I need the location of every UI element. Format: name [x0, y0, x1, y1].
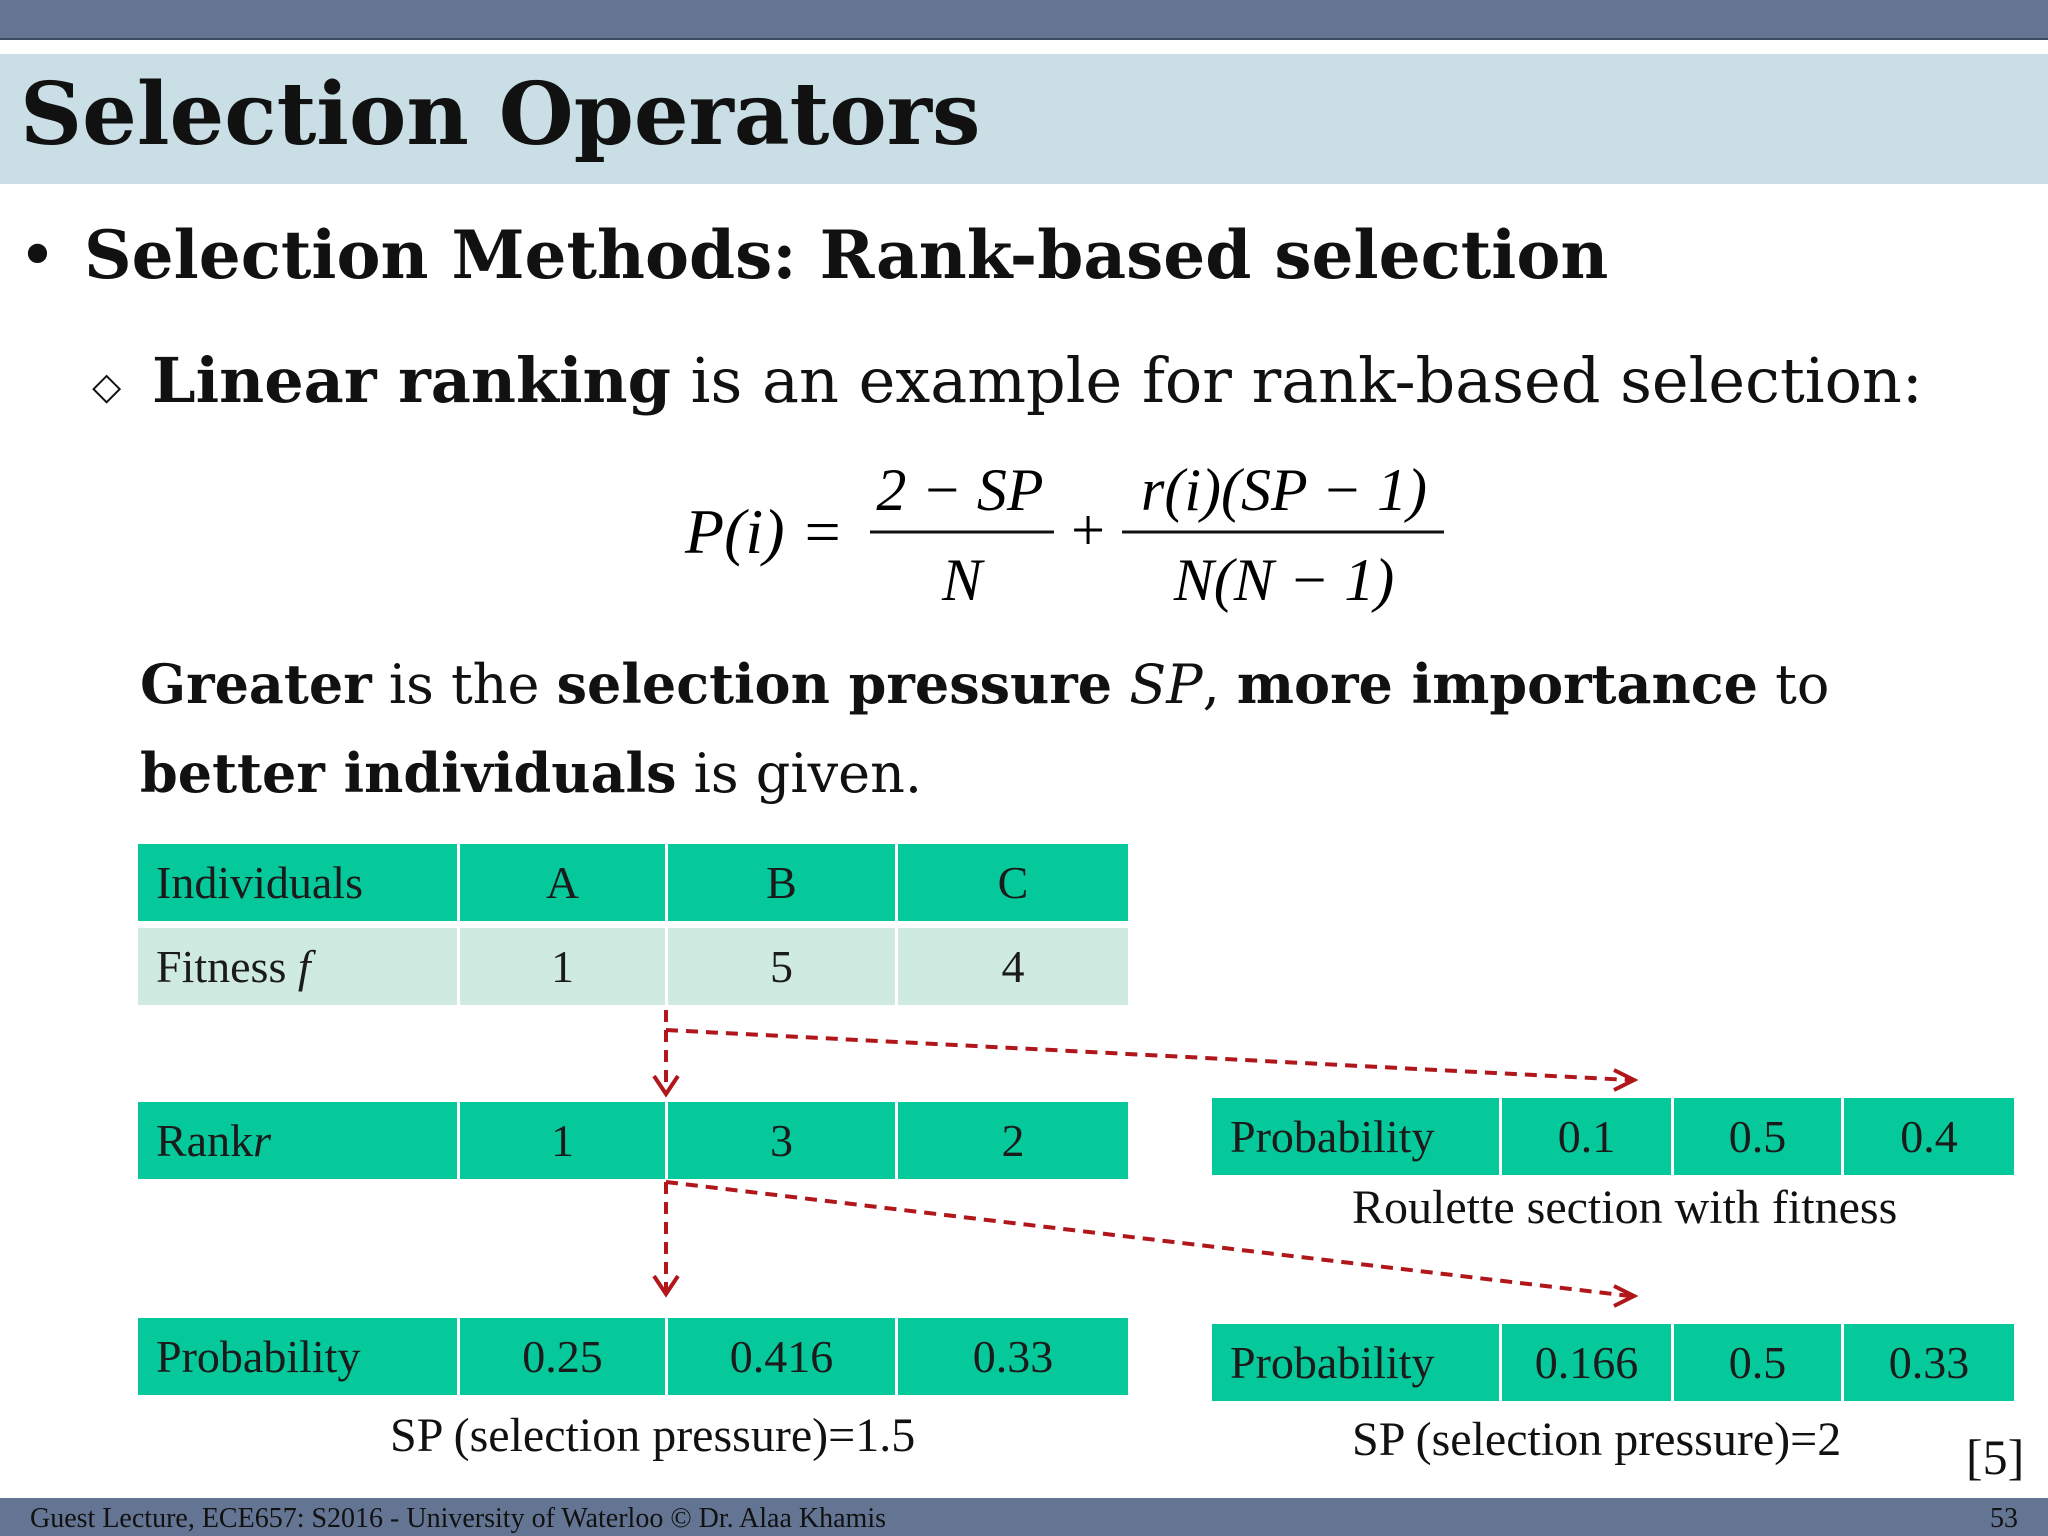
fitness-a: 1 [460, 928, 668, 1005]
rank-row [138, 1102, 1128, 1179]
rank-label: Rank r [138, 1102, 460, 1179]
para-greater: Greater [140, 652, 372, 716]
reference-marker: [5] [1966, 1429, 2025, 1485]
para-is-given: is given. [676, 742, 923, 805]
main-bullet [18, 216, 1609, 294]
para-more-importance: more importance [1236, 652, 1758, 716]
para-to: to [1758, 653, 1830, 716]
individual-c: C [898, 844, 1128, 921]
formula-frac1-numerator: 2 − SP [876, 457, 1044, 523]
top-bar [0, 0, 2048, 40]
para-sp: SP [1129, 653, 1203, 716]
arrowhead-right-1 [1614, 1070, 1634, 1090]
fitness-label [138, 928, 460, 1005]
arrowhead-down-1 [654, 1076, 678, 1094]
formula-frac1-denominator: N [941, 547, 983, 613]
probability-fitness-b: 0.5 [1674, 1098, 1844, 1175]
sub-bullet [92, 344, 1923, 417]
arrow-fitness-to-roulette [666, 1030, 1630, 1080]
arrowhead-right-2 [1614, 1286, 1634, 1306]
caption-sp2: SP (selection pressure)=2 [1352, 1413, 1842, 1466]
linear-ranking-formula [0, 450, 2048, 630]
rank-label-variable: r [253, 1115, 272, 1166]
fitness-label-text: Fitness f [156, 941, 311, 992]
para-comma: , [1202, 653, 1237, 716]
probability-fitness-label: Probability [1212, 1098, 1502, 1175]
diamond-bullet-icon: ◇ [92, 363, 122, 408]
probability-fitness-a: 0.1 [1502, 1098, 1674, 1175]
formula-frac2-numerator: r(i)(SP − 1) [1141, 457, 1427, 523]
para-text-1: is the [371, 653, 557, 716]
probability-sp15-b: 0.416 [668, 1318, 898, 1395]
caption-sp15: SP (selection pressure)=1.5 [390, 1409, 916, 1462]
individual-a: A [460, 844, 668, 921]
main-bullet-text: Selection Methods: Rank-based selection [84, 216, 1609, 294]
individual-b: B [668, 844, 898, 921]
para-better-individuals: better individuals [140, 741, 677, 805]
probability-sp2-label: Probability [1212, 1324, 1502, 1401]
individuals-row [138, 844, 1128, 921]
sub-bullet-bold: Linear ranking [152, 344, 671, 417]
rank-a: 1 [460, 1102, 668, 1179]
probability-sp2-c: 0.33 [1844, 1324, 2014, 1401]
para-space [1112, 653, 1129, 716]
arrowhead-down-2 [654, 1276, 678, 1294]
page-number: 53 [1990, 1503, 2018, 1534]
probability-sp2-row [1212, 1324, 2014, 1401]
fitness-b: 5 [668, 928, 898, 1005]
sub-bullet-rest: is an example for rank-based selection: [670, 344, 1923, 417]
probability-sp2-a: 0.166 [1502, 1324, 1674, 1401]
formula-frac2-denominator: N(N − 1) [1173, 547, 1395, 613]
fitness-c: 4 [898, 928, 1128, 1005]
probability-sp15-row [138, 1318, 1128, 1395]
probability-sp15-c: 0.33 [898, 1318, 1128, 1395]
para-selection-pressure: selection pressure [556, 652, 1113, 716]
individuals-label: Individuals [138, 844, 460, 921]
probability-fitness-c: 0.4 [1844, 1098, 2014, 1175]
description-paragraph [140, 640, 2020, 818]
caption-roulette: Roulette section with fitness [1352, 1181, 1898, 1234]
fitness-row [138, 928, 1128, 1005]
probability-sp15-label: Probability [138, 1318, 460, 1395]
probability-sp2-b: 0.5 [1674, 1324, 1844, 1401]
bullet-dot-icon: • [18, 217, 57, 294]
probability-sp15-a: 0.25 [460, 1318, 668, 1395]
fitness-label-text-variable: f [297, 941, 311, 992]
formula-plus: + [1071, 497, 1105, 563]
footer-credit: Guest Lecture, ECE657: S2016 - University of Waterloo © Dr. Alaa Khamis [30, 1503, 887, 1534]
formula-lhs: P(i) = [685, 496, 844, 567]
slide-title: Selection Operators [20, 64, 981, 165]
rank-c: 2 [898, 1102, 1128, 1179]
probability-fitness-row [1212, 1098, 2014, 1175]
rank-b: 3 [668, 1102, 898, 1179]
